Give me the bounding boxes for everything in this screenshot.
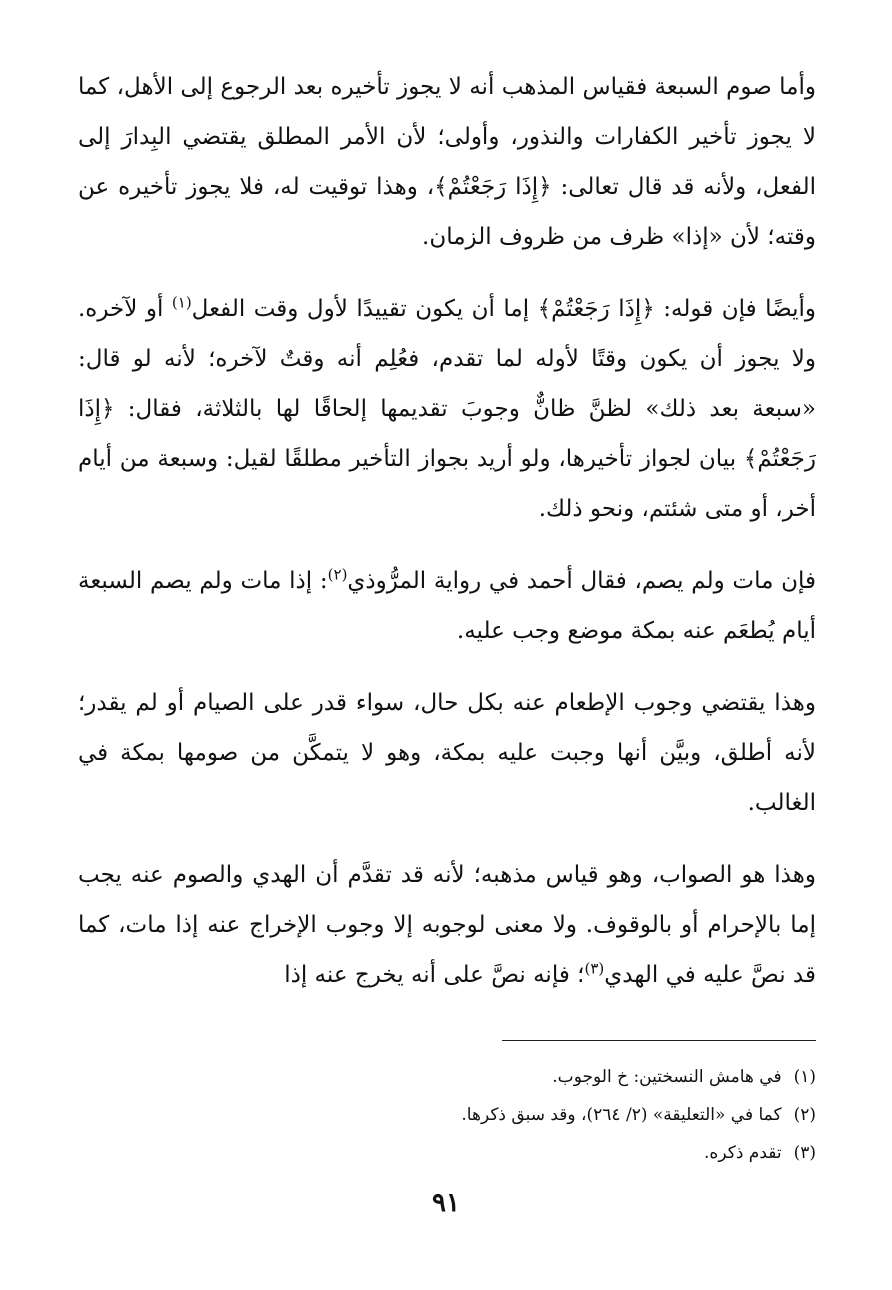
footnote-text: في هامش النسختين: خ الوجوب. — [552, 1067, 782, 1087]
footnote-reference[interactable]: (٢) — [327, 565, 348, 584]
footnote-number: (٢) — [793, 1105, 816, 1125]
paragraph-text: فإن مات ولم يصم، فقال أحمد في رواية المرُّوذي — [347, 568, 816, 594]
paragraph-2 — [78, 284, 816, 534]
paragraph-5 — [78, 850, 816, 1000]
paragraph-text: وأيضًا فإن قوله: ﴿إِذَا رَجَعْتُمْ﴾ إما أن يكون تقييدًا لأول وقت الفعل — [191, 296, 816, 322]
paragraph-text-continued: : إذا مات ولم يصم السبعة أيام يُطعَم عنه بمكة موضع وجب عليه. — [78, 568, 816, 644]
footnote-reference[interactable]: (١) — [171, 293, 192, 312]
paragraph-text: وأما صوم السبعة فقياس المذهب أنه لا يجوز تأخيره بعد الرجوع إلى الأهل، كما لا يجوز تأخير الكفارات والنذور، وأولى؛ لأن الأمر المطلق يقتضي البِدارَ إلى الفعل، ولأنه قد قال تعالى: ﴿إِذَا رَجَعْتُمْ﴾، وهذا توقيت له، فلا يجوز تأخيره عن وقته؛ لأن «إذا» ظرف من ظروف الزمان. — [78, 74, 816, 250]
footnote-divider — [502, 1040, 816, 1041]
footnote-text: كما في «التعليقة» (٢/ ٢٦٤)، وقد سبق ذكرها. — [461, 1105, 782, 1125]
paragraph-text: وهذا يقتضي وجوب الإطعام عنه بكل حال، سواء قدر على الصيام أو لم يقدر؛ لأنه أطلق، وبيَّن أنها وجبت عليه بمكة، وهو لا يتمكَّن من صومها بمكة في الغالب. — [78, 690, 816, 816]
page-number: ٩١ — [432, 1188, 460, 1218]
paragraph-3 — [78, 556, 816, 656]
page-body — [78, 62, 816, 1022]
paragraph-1 — [78, 62, 816, 262]
footnote-3 — [78, 1134, 816, 1172]
paragraph-text-continued: ؛ فإنه نصَّ على أنه يخرج عنه إذا — [284, 962, 585, 988]
paragraph-text-continued: أو لآخره. ولا يجوز أن يكون وقتًا لأوله لما تقدم، فعُلِم أنه وقتٌ لآخره؛ لأنه لو قال: «سبعة بعد ذلك» لظنَّ ظانٌّ وجوبَ تقديمها إلحاقًا لها بالثلاثة، فقال: ﴿إِذَا رَجَعْتُمْ﴾ بيان لجواز تأخيرها، ولو أريد بجواز التأخير مطلقًا لقيل: وسبعة من أيام أخر، أو متى شئتم، ونحو ذلك. — [78, 296, 816, 522]
footnote-2 — [78, 1096, 816, 1134]
footnotes-section — [78, 1058, 816, 1172]
footnote-number: (١) — [793, 1067, 816, 1087]
footnote-number: (٣) — [793, 1143, 816, 1163]
footnote-1 — [78, 1058, 816, 1096]
paragraph-text: وهذا هو الصواب، وهو قياس مذهبه؛ لأنه قد تقدَّم أن الهدي والصوم عنه يجب إما بالإحرام أو بالوقوف. ولا معنى لوجوبه إلا وجوب الإخراج عنه إذا مات، كما قد نصَّ عليه في الهدي — [78, 862, 816, 988]
paragraph-4 — [78, 678, 816, 828]
footnote-reference[interactable]: (٣) — [584, 959, 605, 978]
footnote-text: تقدم ذكره. — [704, 1143, 782, 1163]
